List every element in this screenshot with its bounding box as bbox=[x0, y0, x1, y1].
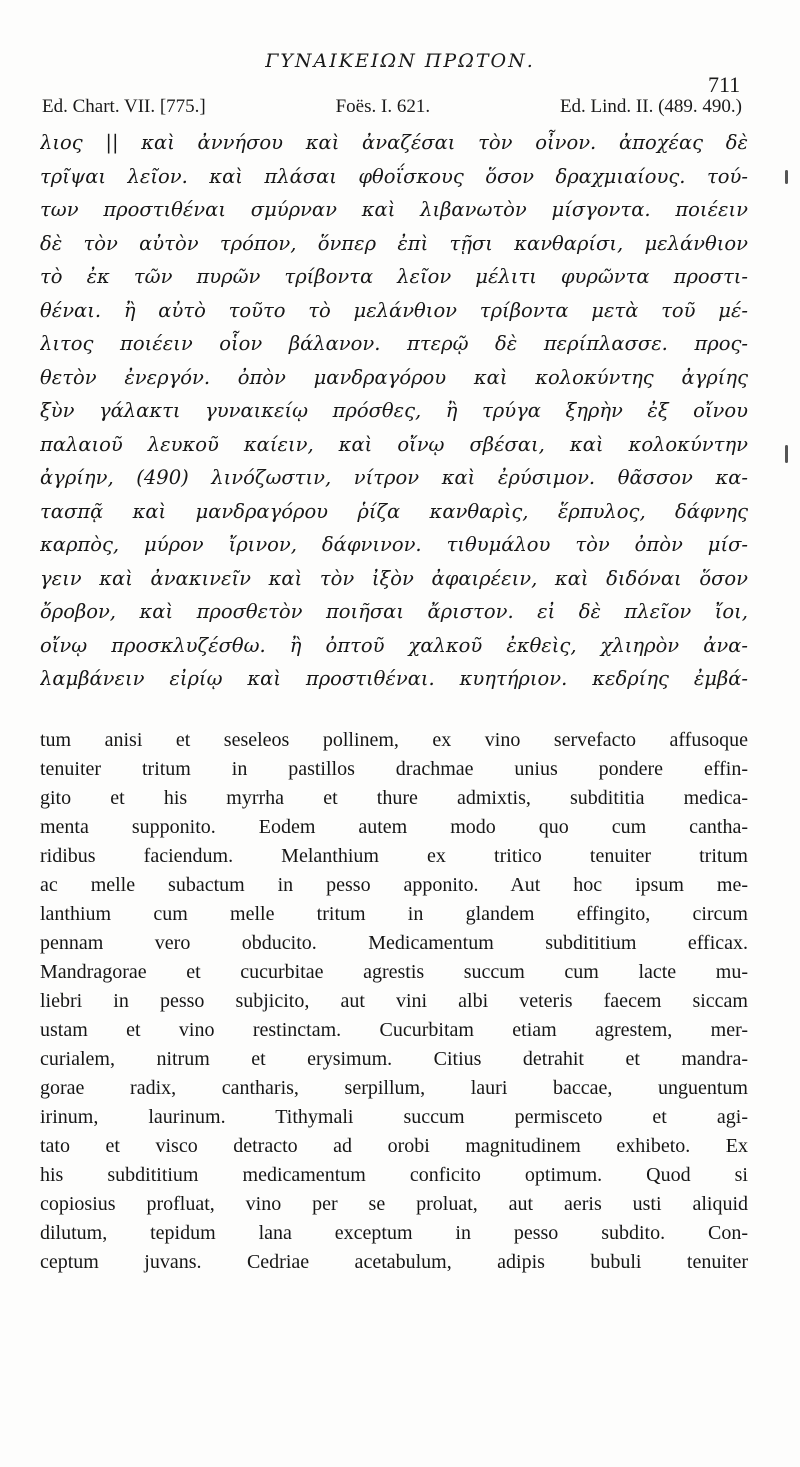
latin-line: gito et his myrrha et thure admixtis, subdititia medica- bbox=[40, 787, 748, 809]
latin-line: gorae radix, cantharis, serpillum, lauri baccae, unguentum bbox=[40, 1077, 748, 1099]
running-title: ΓΥΝΑΙΚΕΙΩΝ ΠΡΩΤΟΝ. bbox=[265, 50, 535, 72]
greek-line: ξὺν γάλακτι γυναικείῳ πρόσθες, ἢ τρύγα ξηρὴν ἐξ οἴνου bbox=[40, 399, 748, 422]
latin-line: ac melle subactum in pesso apponito. Aut hoc ipsum me- bbox=[40, 874, 748, 896]
latin-line: Mandragorae et cucurbitae agrestis succum cum lacte mu- bbox=[40, 961, 748, 983]
latin-line: tum anisi et seseleos pollinem, ex vino servefacto affusoque bbox=[40, 729, 748, 751]
latin-line: his subdititium medicamentum conficito optimum. Quod si bbox=[40, 1164, 748, 1186]
latin-line: lanthium cum melle tritum in glandem effingito, circum bbox=[40, 903, 748, 925]
greek-line: δὲ τὸν αὐτὸν τρόπον, ὅνπερ ἐπὶ τῇσι κανθαρίσι, μελάνθιον bbox=[40, 231, 748, 255]
greek-line: παλαιοῦ λευκοῦ καίειν, καὶ οἴνῳ σβέσαι, καὶ κολοκύντην bbox=[40, 432, 748, 456]
margin-speck bbox=[785, 445, 788, 463]
greek-line: θέναι. ἢ αὐτὸ τοῦτο τὸ μελάνθιον τρίβοντα μετὰ τοῦ μέ- bbox=[40, 298, 748, 322]
greek-line: των προστιθέναι σμύρναν καὶ λιβανωτὸν μίσγοντα. ποιέειν bbox=[40, 198, 748, 221]
lind-edition-ref: Ed. Lind. II. (489. 490.) bbox=[559, 96, 742, 117]
latin-line: pennam vero obducito. Medicamentum subdititium efficax. bbox=[40, 932, 748, 954]
chartier-edition-ref: Ed. Chart. VII. [775.] bbox=[42, 96, 206, 117]
latin-line: ceptum juvans. Cedriae acetabulum, adipis bubuli tenuiter bbox=[40, 1251, 748, 1273]
latin-line: ustam et vino restinctam. Cucurbitam etiam agrestem, mer- bbox=[40, 1019, 748, 1041]
greek-line: ἀγρίην, (490) λινόζωστιν, νίτρον καὶ ἐρύσιμον. θᾶσσον κα- bbox=[40, 466, 748, 489]
greek-line: καρπὸς, μύρον ἴρινον, δάφνινον. τιθυμάλου τὸν ὀπὸν μίσ- bbox=[40, 533, 748, 556]
greek-line: γειν καὶ ἀνακινεῖν καὶ τὸν ἰξὸν ἀφαιρέειν, καὶ διδόναι ὅσον bbox=[40, 566, 748, 590]
edition-references bbox=[42, 96, 742, 118]
greek-line: λιτος ποιέειν οἷον βάλανον. πτερῷ δὲ περίπλασσε. προς- bbox=[40, 332, 748, 355]
greek-line: τασπᾷ καὶ μανδραγόρου ῥίζα κανθαρὶς, ἕρπυλος, δάφνης bbox=[40, 499, 748, 523]
greek-line: θετὸν ἐνεργόν. ὀπὸν μανδραγόρου καὶ κολοκύντης ἀγρίης bbox=[40, 365, 748, 389]
greek-line: οἴνῳ προσκλυζέσθω. ἢ ὀπτοῦ χαλκοῦ ἐκθεὶς, χλιηρὸν ἀνα- bbox=[40, 633, 748, 657]
latin-line: curialem, nitrum et erysimum. Citius detrahit et mandra- bbox=[40, 1048, 748, 1070]
greek-line: ὄροβον, καὶ προσθετὸν ποιῆσαι ἄριστον. εἰ δὲ πλεῖον ἴοι, bbox=[40, 600, 748, 623]
latin-line: tato et visco detracto ad orobi magnitudinem exhibeto. Ex bbox=[40, 1135, 748, 1157]
latin-line: menta supponito. Eodem autem modo quo cum cantha- bbox=[40, 816, 748, 838]
greek-line: τὸ ἐκ τῶν πυρῶν τρίβοντα λεῖον μέλιτι φυρῶντα προστι- bbox=[40, 265, 748, 288]
greek-line: λιος || καὶ ἀννήσου καὶ ἀναζέσαι τὸν οἶνον. ἀποχέας δὲ bbox=[40, 131, 748, 154]
margin-speck bbox=[785, 170, 788, 184]
latin-line: irinum, laurinum. Tithymali succum permisceto et agi- bbox=[40, 1106, 748, 1128]
latin-line: liebri in pesso subjicito, aut vini albi veteris faecem siccam bbox=[40, 990, 748, 1012]
greek-text-block bbox=[40, 126, 748, 696]
foes-edition-ref: Foës. I. 621. bbox=[335, 96, 431, 117]
latin-line: ridibus faciendum. Melanthium ex tritico tenuiter tritum bbox=[40, 845, 748, 867]
latin-line: dilutum, tepidum lana exceptum in pesso subdito. Con- bbox=[40, 1222, 748, 1244]
page-number: 711 bbox=[708, 72, 741, 97]
latin-line: copiosius profluat, vino per se proluat, aut aeris usti aliquid bbox=[40, 1193, 748, 1215]
latin-line: tenuiter tritum in pastillos drachmae unius pondere effin- bbox=[40, 758, 748, 780]
greek-line: τρῖψαι λεῖον. καὶ πλάσαι φθοΐσκους ὅσον δραχμιαίους. τού- bbox=[40, 164, 748, 188]
latin-text-block bbox=[40, 726, 748, 1277]
greek-line: λαμβάνειν εἰρίῳ καὶ προστιθέναι. κυητήριον. κεδρίης ἐμβά- bbox=[40, 667, 748, 690]
